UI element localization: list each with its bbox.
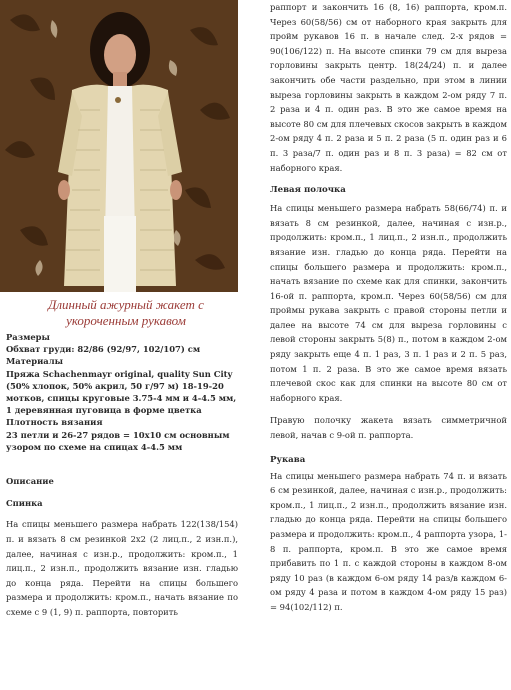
description-heading: Описание — [6, 476, 54, 487]
sizes-heading: Размеры — [6, 332, 50, 342]
left-front-text: На спицы меньшего размера набрать 58(66/74) п. и вязать 8 см резинкой, далее, начиная с изн.р., продолжить: кром.п., 1 лиц.п., 2 изн.п., продолжить вязание изн. гладью до конца ряда. Перейти на спицы большего размера и продолжить: кром.п., начать вязание по схеме как для спинки, закончить 16-ой п. раппорта, кром.п. Через 60(58/56) см для проймы рукава закрыть с правой стороны петли и далее на высоте 74 см для выреза горловины с левой стороны закрыть 5(8) п., потом в каждом 2-ом ряду закрыть еще 4 п. 1 раз, 3 п. 1 раз и 2 п. 5 раз, потом 1 п. 2 раза. В это же самое время вязать плечевой скос как для спинки на высоте 80 см от наборного края. — [270, 203, 507, 403]
back-text: На спицы меньшего размера набрать 122(138/154) п. и вязать 8 см резинкой 2x2 (2 лиц.п., 2 изн.п.), далее, начиная с изн.р., продолжить: кром.п., 1 лиц.п., 2 изн.п., продолжить вязание изн. гладью до конца ряда. Перейти на спицы большего размера и продолжить: кром.п., начать вязание по схеме с 9 (1, 9) п. раппорта, повторить — [6, 519, 238, 617]
right-front-text: Правую полочку жакета вязать симметричной левой, начав с 9-ой п. раппорта. — [270, 415, 507, 441]
back-heading: Спинка — [6, 498, 43, 509]
density-text: 23 петли и 26-27 рядов = 10x10 см основным узором по схеме на спицах 4-4.5 мм — [6, 429, 230, 452]
instructions-column — [270, 0, 507, 615]
density-heading: Плотность вязания — [6, 417, 103, 428]
model-photo — [0, 0, 238, 292]
sizes-text: Обхват груди: 82/86 (92/97, 102/107) см — [6, 344, 201, 355]
sleeve-heading: Рукава — [270, 454, 306, 465]
specs-column — [6, 331, 238, 620]
sleeve-text: На спицы меньшего размера набрать 74 п. и вязать 6 см резинкой, далее, начиная с изн.р., продолжить: кром.п., 1 лиц.п., 2 изн.п., продолжить вязание изн. гладью до конца ряда. Перейти на спицы большего размера и продолжить: кром.п., 4 раппорта узора, 1-8 п. раппорта, кром.п. В это же самое время прибавить по 1 п. с каждой стороны в каждом 8-ом ряду 10 раз (в каждом 6-ом ряду 14 раз/в каждом 6-ом ряду 4 раза и потом в каждом 4-ом ряду 15 раз) = 94(102/112) п. — [270, 470, 507, 612]
materials-heading: Материалы — [6, 356, 64, 367]
materials-text: Пряжа Schachenmayr original, quality Sun City (50% хлопок, 50% акрил, 50 г/97 м) 18-19-20 мотков, спицы круговые 3.75-4 мм и 4-4.5 мм, 1 деревянная пуговица в форме цветка — [6, 368, 237, 416]
left-front-heading: Левая полочка — [270, 185, 346, 196]
back-continued-text: раппорт и закончить 16 (8, 16) раппорта, кром.п. Через 60(58/56) см от наборного края закрыть для пройм рукавов 16 п. в начале след. 2-х рядов = 90(106/122) п. На высоте спинки 79 см для выреза горловины закрыть центр. 18(24/24) п. и далее закончить обе части раздельно, при этом в линии выреза горловины закрыть в каждом 2-ом ряду 7 п. 2 раза и 4 п. один раз. В это же самое время на высоте 80 см для плечевых скосов закрыть в каждом 2-ом ряду 4 п. 2 раза и 5 п. 2 раза (5 п. один раз и 6 п. 3 раза/7 п. один раз и 8 п. 3 раза) = 82 см от наборного края. — [270, 2, 507, 173]
pattern-title: Длинный ажурный жакет с укороченным рукавом — [48, 297, 204, 328]
